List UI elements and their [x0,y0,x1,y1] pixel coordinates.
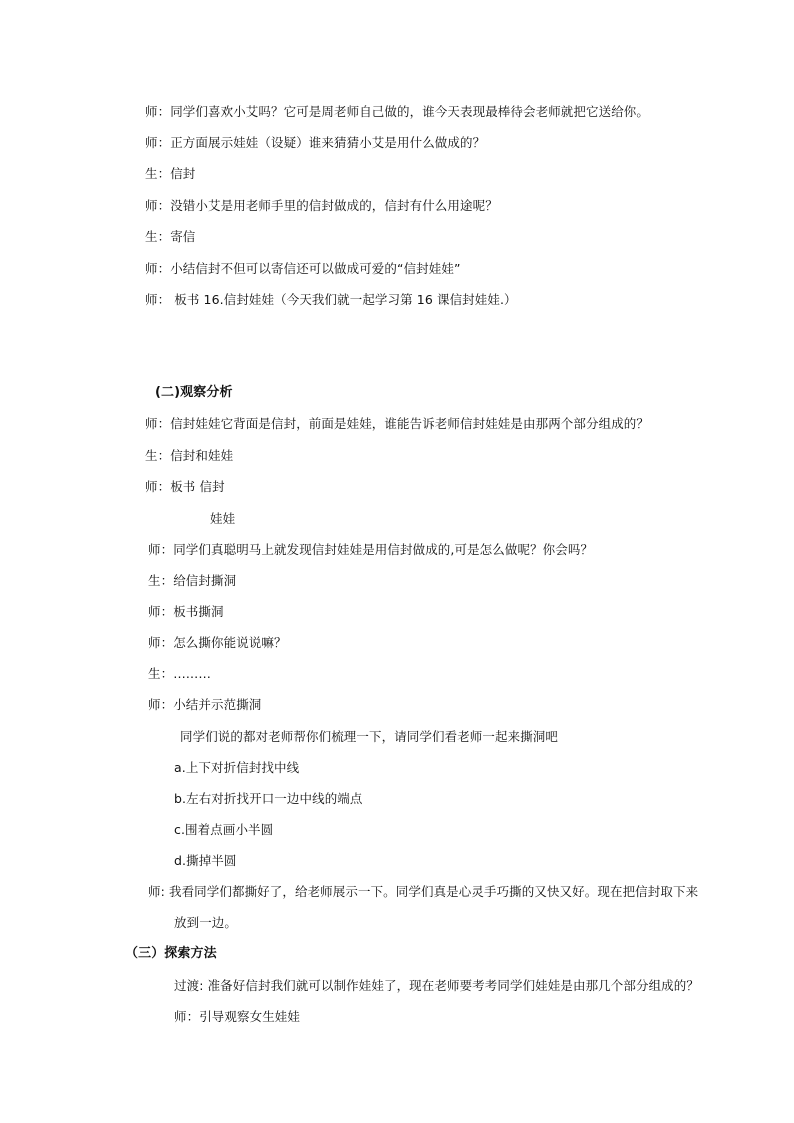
list-item: a.上下对折信封找中线 [174,760,300,775]
paragraph: 师：同学们喜欢小艾吗？它可是周老师自己做的，谁今天表现最棒待会老师就把它送给你。 [145,104,650,119]
paragraph: 师：小结信封不但可以寄信还可以做成可爱的“信封娃娃” [145,261,461,276]
paragraph: 放到一边。 [174,915,238,930]
paragraph: 师：板书撕洞 [148,604,224,619]
paragraph: 师：引导观察女生娃娃 [174,1009,301,1024]
paragraph: 生：……… [148,666,212,681]
list-item: d.撕掉半圆 [174,853,237,868]
paragraph: 过渡: 准备好信封我们就可以制作娃娃了，现在老师要考考同学们娃娃是由那几个部分组成的？ [174,978,699,993]
section-heading: （三）探索方法 [125,946,217,961]
paragraph: 同学们说的都对老师帮你们梳理一下，请同学们看老师一起来撕洞吧 [180,729,559,744]
paragraph: 师：同学们真聪明马上就发现信封娃娃是用信封做成的,可是怎么做呢？你会吗？ [148,542,594,557]
paragraph: 师：正方面展示娃娃（设疑）谁来猜猜小艾是用什么做成的？ [145,135,486,150]
paragraph: 师: 我看同学们都撕好了，给老师展示一下。同学们真是心灵手巧撕的又快又好。现在把信封取下来 [148,884,699,899]
paragraph: 生：信封 [145,166,196,181]
paragraph: 师：小结并示范撕洞 [148,697,262,712]
list-item: c.围着点画小半圆 [174,822,274,837]
list-item: b.左右对折找开口一边中线的端点 [174,791,363,806]
paragraph: 生：寄信 [145,229,196,244]
paragraph: 师：信封娃娃它背面是信封，前面是娃娃，谁能告诉老师信封娃娃是由那两个部分组成的？ [145,416,650,431]
section-heading: (二)观察分析 [155,385,233,400]
paragraph: 生：给信封撕洞 [148,573,237,588]
paragraph: 生：信封和娃娃 [145,448,234,463]
paragraph: 师： 板书 16.信封娃娃（今天我们就一起学习第 16 课信封娃娃.） [145,292,517,307]
paragraph: 师：没错小艾是用老师手里的信封做成的，信封有什么用途呢？ [145,198,498,213]
paragraph: 娃娃 [210,511,236,526]
paragraph: 师：怎么撕你能说说嘛？ [148,635,287,650]
paragraph: 师：板书 信封 [145,479,225,494]
